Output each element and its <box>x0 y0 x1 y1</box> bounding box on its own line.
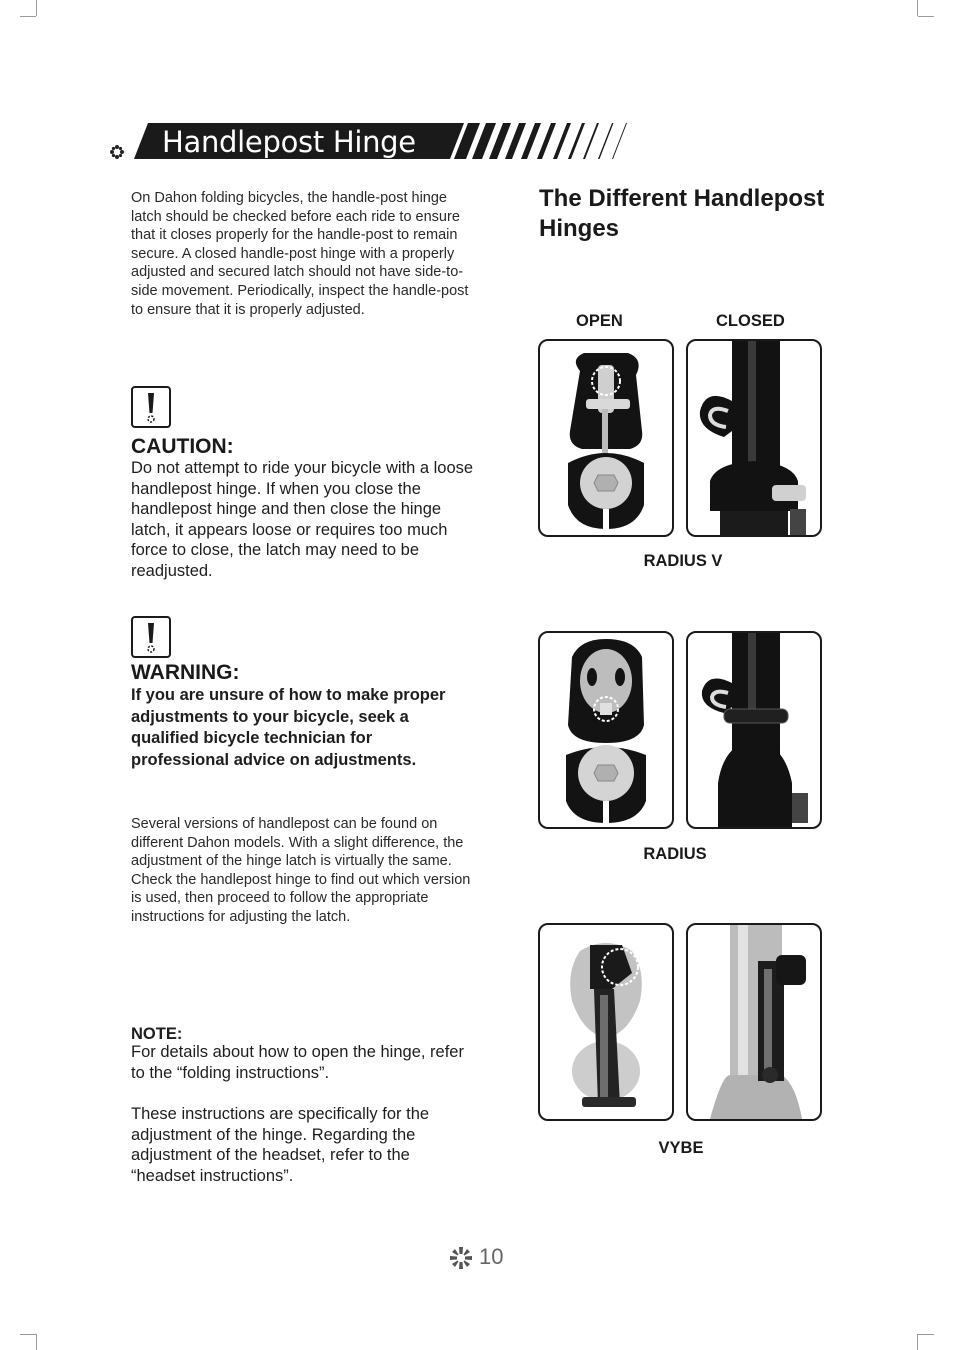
warning-icon <box>131 616 171 658</box>
radius-v-open-photo <box>538 339 674 537</box>
model-label-radius-v: RADIUS V <box>643 552 723 570</box>
intro-paragraph: On Dahon folding bicycles, the handle-post hinge latch should be checked before each ride to ensure that it closes properly for the handle-post to remain secure. A closed handle-post hinge with a properly adjusted and secured latch should not have side-to-side movement. Periodically, inspect the handle-post to ensure that it is properly adjusted. <box>131 190 469 318</box>
note-title: NOTE: <box>131 1025 183 1043</box>
crop-mark <box>917 1334 918 1350</box>
crop-mark <box>36 1334 37 1350</box>
warning-text: If you are unsure of how to make proper adjustments to your bicycle, seek a qualified bicycle technician for professional advice on adjustments. <box>131 686 446 769</box>
radius-closed-photo <box>686 631 822 829</box>
caution-icon <box>131 386 171 428</box>
closed-label: CLOSED <box>716 312 785 330</box>
versions-paragraph: Several versions of handlepost can be found on different Dahon models. With a slight difference, the adjustment of the hinge latch is virtually the same. Check the handlepost hinge to find out which version is used, then proceed to follow the appropriate instructions for adjusting the latch. <box>131 816 471 925</box>
crop-mark <box>20 1334 36 1335</box>
crop-mark <box>917 0 918 16</box>
caution-title: CAUTION: <box>131 435 234 458</box>
caution-text: Do not attempt to ride your bicycle with a loose handlepost hinge. If when you close the handlepost hinge and then close the hinge latch, it appears loose or requires too much force to close, the latch may need to be readjusted. <box>131 459 474 580</box>
note-text-2: These instructions are specifically for the adjustment of the hinge. Regarding the adjustment of the headset, refer to the “headset instructions”. <box>131 1105 430 1185</box>
page-title: Handlepost Hinge <box>162 125 416 159</box>
crop-mark <box>918 1334 934 1335</box>
radius-v-closed-photo <box>686 339 822 537</box>
crop-mark <box>36 0 37 16</box>
page-number-icon <box>449 1246 473 1270</box>
open-label: OPEN <box>576 312 623 330</box>
page-number: 10 <box>479 1244 504 1269</box>
note-text-1: For details about how to open the hinge, refer to the “folding instructions”. <box>131 1043 464 1082</box>
model-label-vybe: VYBE <box>658 1139 704 1157</box>
warning-title: WARNING: <box>131 661 240 684</box>
vybe-closed-photo <box>686 923 822 1121</box>
hinges-title: The Different Handlepost Hinges <box>539 185 825 242</box>
bullet-icon <box>110 145 124 159</box>
radius-open-photo <box>538 631 674 829</box>
crop-mark <box>918 16 934 17</box>
crop-mark <box>20 16 36 17</box>
model-label-radius: RADIUS <box>643 845 707 863</box>
vybe-open-photo <box>538 923 674 1121</box>
